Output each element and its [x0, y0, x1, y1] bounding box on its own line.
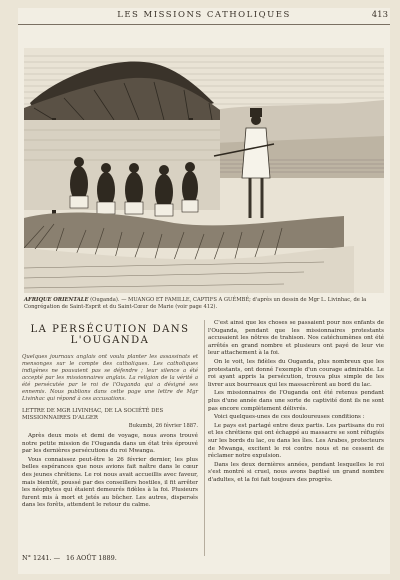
caption-label-suffix: (Ouganda). — [90, 297, 120, 303]
right-column — [208, 320, 384, 484]
right-paragraph: On le voit, les fidèles du Ouganda, plus nombreux que les protestants, ont donné l'exemple d'un courage admirable. Le roi ayant appris la persécution, trouva plus simple de les livrer aux bourreaux qui les massacrèrent au bord du lac. — [208, 358, 384, 388]
right-paragraph: Les missionnaires de l'Ouganda ont été retenus pendant plus d'une année dans une sorte de captivité dont ils ne sont pas encore complètement délivrés. — [208, 390, 384, 412]
right-paragraph: Voici quelques-unes de ces douloureuses conditions : — [214, 414, 365, 421]
article-title: LA PERSÉCUTION DANS L'OUGANDA — [30, 324, 190, 346]
magazine-page — [18, 8, 390, 574]
running-title: LES MISSIONS CATHOLIQUES — [117, 10, 291, 20]
left-paragraph: Vous connaissez peut-être le 26 février dernier, les plus belles espérances que nous avions fait naître dans le cœur des jeunes chrétiens. Le roi nous avait accueillis avec faveur, mais bientôt, poussé par des conseillers hostiles, il fit arrêter les néophytes qui étaient demeurés fidèles à la foi. Plusieurs furent mis à mort et jetés au bûcher. Les autres, dispersés dans les forêts, attendent le retour du calme. — [22, 456, 198, 509]
issue-date: 16 AOÛT 1889. — [66, 554, 117, 562]
right-paragraph: C'est ainsi que les choses se passaient pour nos enfants de l'Ouganda, pendant que les missionnaires protestants accusaient les nôtres de trahison. Nos catéchumènes ont été arrêtés en grand nombre et plusieurs ont payé de leur vie leur attachement à la foi. — [208, 320, 384, 357]
page-header — [18, 8, 390, 25]
right-paragraph: Le pays est partagé entre deux partis. Les partisans du roi et les chrétiens qui ont échappé au massacre se sont réfugiés sur les bords du lac, ou dans les îles. Les Arabes, protecteurs de Mwanga, excitent le roi contre nous et ne cessent de réclamer notre expulsion. — [208, 422, 384, 460]
caption-text: — MUANGO ET FAMILLE, CAPTIFS A GUÉMBÉ; d'après un dessin de Mgr L. Livinhac, de la Congrégation de Saint-Esprit et du Saint-Cœur de Marie (voir page 412). — [24, 297, 367, 310]
article-intro: Quelques journaux anglais ont voulu planter les assassinats et mensonges sur le compte des catholiques. Les catholiques indigènes ne pouvaient pas se défendre ; leur silence a été accepté par les missionnaires anglais. La religion de la vérité a été persécutée par le roi de l'Ouganda qui a désigné ses ennemis. Nous publions dans cette page une lettre de Mgr Livinhac qui répond à ces accusations. — [22, 354, 198, 402]
caption-label: AFRIQUE ORIENTALE — [24, 297, 89, 303]
illustration-caption — [24, 297, 384, 311]
left-paragraph: Après deux mois et demi de voyage, nous avons trouvé notre petite mission de l'Ouganda dans un état très éprouvé par les dernières persécutions du roi Mwanga. — [22, 433, 198, 455]
right-paragraph: Dans les deux dernières années, pendant lesquelles le roi s'est montré si cruel, nous avons baptisé un grand nombre d'adultes, et la foi fait toujours des progrès. — [208, 461, 384, 483]
left-column — [22, 320, 198, 510]
letter-dateline: Bukumbi, 26 février 1887. — [128, 423, 198, 429]
engraving-illustration — [24, 48, 384, 293]
letter-heading: LETTRE DE MGR LIVINHAC, DE LA SOCIÉTÉ DES MISSIONNAIRES D'ALGER — [22, 408, 164, 421]
page-number: 413 — [371, 10, 388, 20]
column-divider — [204, 320, 205, 556]
page-footer — [22, 554, 386, 564]
issue-number: N° 1241. — — [22, 554, 61, 562]
